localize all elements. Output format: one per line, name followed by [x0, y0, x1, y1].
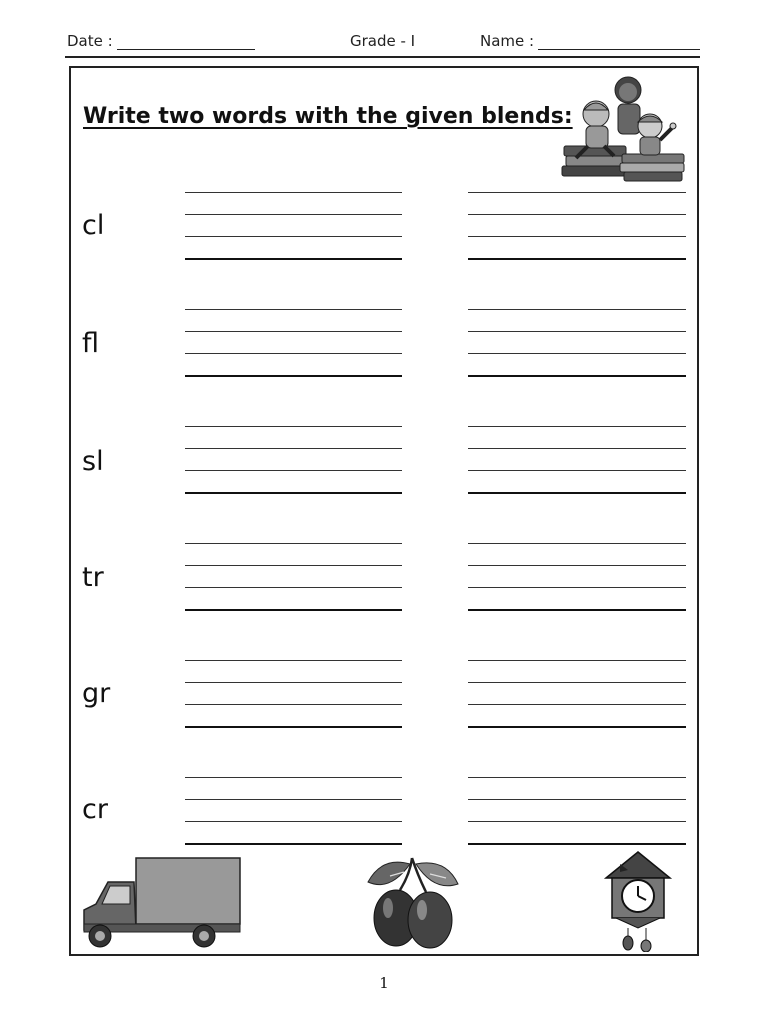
worksheet-frame [69, 66, 699, 956]
guide-line [185, 448, 402, 449]
guide-line [185, 704, 402, 705]
blend-cr: cr [82, 794, 108, 825]
guide-line [468, 821, 686, 822]
baseline [185, 843, 402, 845]
baseline [185, 375, 402, 377]
baseline [468, 492, 686, 494]
guide-line [468, 448, 686, 449]
date-field[interactable] [67, 32, 255, 50]
baseline [468, 843, 686, 845]
guide-line [468, 309, 686, 310]
guide-line [185, 660, 402, 661]
guide-line [468, 353, 686, 354]
page-number: 1 [379, 974, 389, 992]
guide-line [185, 682, 402, 683]
guide-line [185, 470, 402, 471]
header-rule [65, 56, 700, 58]
guide-line [468, 543, 686, 544]
baseline [468, 609, 686, 611]
guide-line [468, 704, 686, 705]
baseline [185, 609, 402, 611]
guide-line [468, 470, 686, 471]
guide-line [185, 192, 402, 193]
blend-tr: tr [82, 562, 104, 593]
guide-line [468, 192, 686, 193]
guide-line [468, 236, 686, 237]
guide-line [468, 565, 686, 566]
guide-line [185, 353, 402, 354]
plum-fruit-icon [360, 852, 466, 952]
date-label: Date : [67, 32, 113, 50]
date-blank[interactable] [117, 35, 255, 50]
baseline [468, 726, 686, 728]
guide-line [468, 777, 686, 778]
cuckoo-clock-icon [598, 848, 678, 952]
guide-line [185, 565, 402, 566]
blend-sl: sl [82, 446, 104, 477]
baseline [185, 258, 402, 260]
guide-line [185, 821, 402, 822]
guide-line [468, 682, 686, 683]
guide-line [468, 214, 686, 215]
blend-gr: gr [82, 678, 111, 709]
guide-line [468, 799, 686, 800]
guide-line [468, 587, 686, 588]
baseline [185, 726, 402, 728]
guide-line [185, 799, 402, 800]
guide-line [468, 331, 686, 332]
blend-cl: cl [82, 210, 105, 241]
name-label: Name : [480, 32, 535, 50]
guide-line [468, 660, 686, 661]
grade-label: Grade - I [350, 32, 416, 50]
guide-line [185, 426, 402, 427]
guide-line [185, 236, 402, 237]
instruction-heading: Write two words with the given blends: [83, 104, 573, 129]
guide-line [185, 331, 402, 332]
name-field[interactable] [480, 32, 700, 50]
children-reading-books-icon [558, 74, 688, 184]
guide-line [468, 426, 686, 427]
baseline [185, 492, 402, 494]
guide-line [185, 587, 402, 588]
guide-line [185, 309, 402, 310]
guide-line [185, 543, 402, 544]
guide-line [185, 214, 402, 215]
blend-fl: fl [82, 328, 100, 359]
truck-icon [78, 856, 244, 952]
baseline [468, 258, 686, 260]
name-blank[interactable] [538, 35, 700, 50]
guide-line [185, 777, 402, 778]
baseline [468, 375, 686, 377]
